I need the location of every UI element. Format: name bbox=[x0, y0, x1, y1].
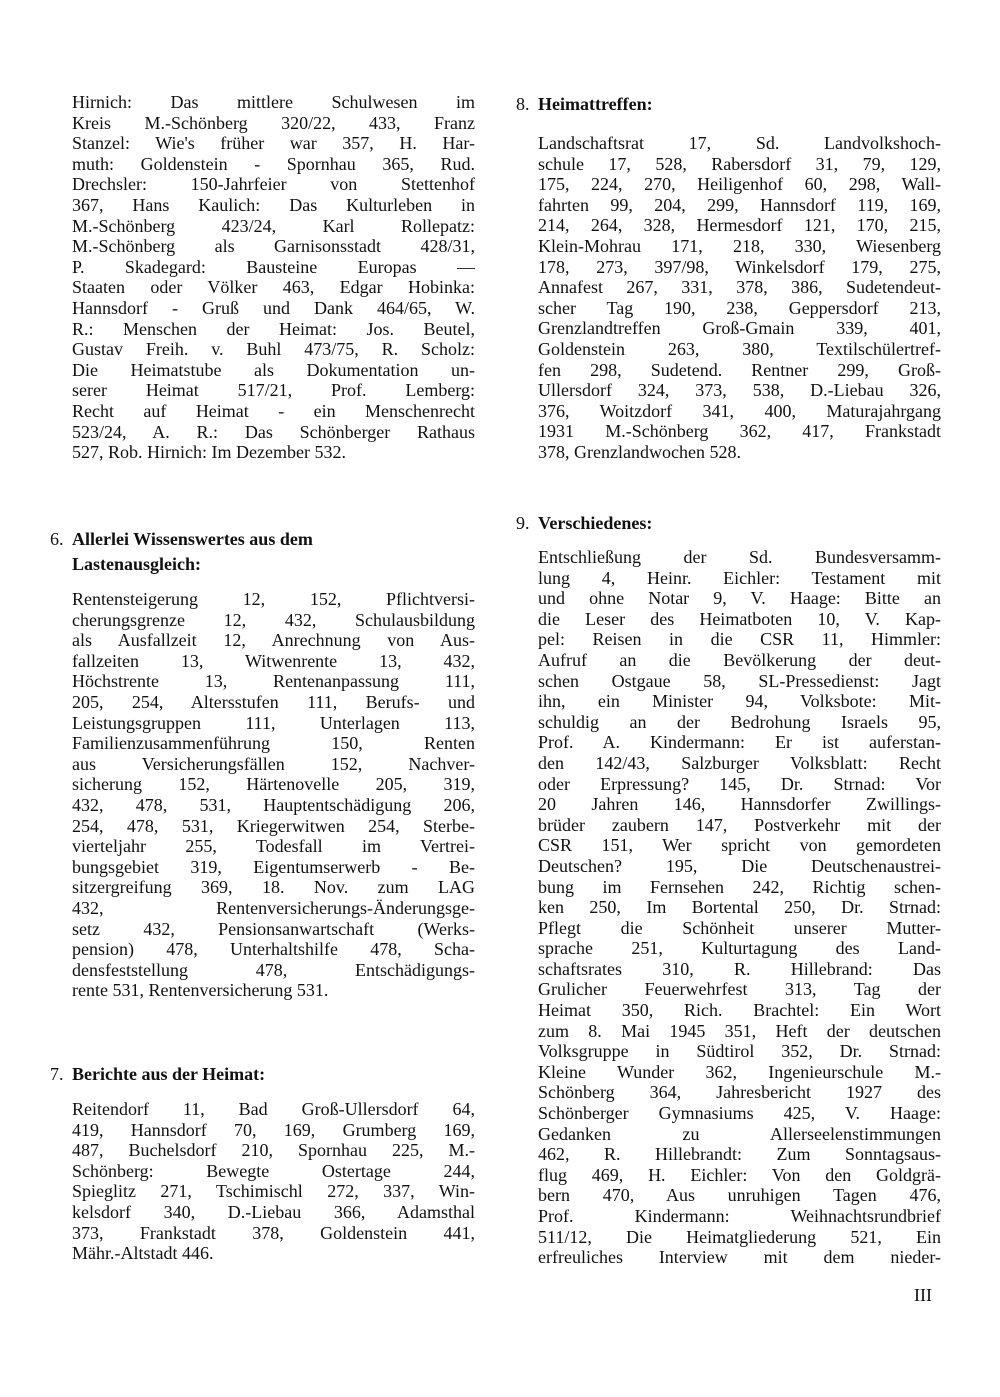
text-line: brüder zaubern 147, Postverkehr mit der bbox=[538, 814, 941, 835]
text-line: Annafest 267, 331, 378, 386, Sudetendeut- bbox=[538, 277, 941, 298]
section-9-number: 9. bbox=[516, 513, 530, 533]
text-line: oder Erpressung? 145, Dr. Strnad: Vor bbox=[538, 773, 941, 794]
text-line: 214, 264, 328, Hermesdorf 121, 170, 215, bbox=[538, 215, 941, 236]
text-line: flug 469, H. Eichler: Von den Goldgrä- bbox=[538, 1164, 941, 1185]
section-9-body bbox=[538, 547, 941, 1268]
text-line: Höchstrente 13, Rentenanpassung 111, bbox=[72, 671, 475, 692]
text-line: Gustav Freih. v. Buhl 473/75, R. Scholz: bbox=[72, 339, 475, 360]
section-6-number: 6. bbox=[50, 529, 64, 549]
text-line: ihn, ein Minister 94, Volksbote: Mit- bbox=[538, 691, 941, 712]
section-7-body bbox=[72, 1099, 475, 1264]
text-line: Grenzlandtreffen Groß-Gmain 339, 401, bbox=[538, 318, 941, 339]
text-line: Reitendorf 11, Bad Groß-Ullersdorf 64, bbox=[72, 1099, 475, 1119]
text-line: 432, 478, 531, Hauptentschädigung 206, bbox=[72, 794, 475, 815]
text-line: muth: Goldenstein - Spornhau 365, Rud. bbox=[72, 153, 475, 174]
text-line: 527, Rob. Hirnich: Im Dezember 532. bbox=[72, 442, 346, 463]
text-line: 376, Woitzdorf 341, 400, Maturajahrgang bbox=[538, 400, 941, 421]
text-line: Rentensteigerung 12, 152, Pflichtversi- bbox=[72, 589, 475, 609]
text-line: 175, 224, 270, Heiligenhof 60, 298, Wall- bbox=[538, 174, 941, 195]
text-line: schule 17, 528, Rabersdorf 31, 79, 129, bbox=[538, 153, 941, 174]
text-line: 254, 478, 531, Kriegerwitwen 254, Sterbe- bbox=[72, 815, 475, 836]
text-line: sitzergreifung 369, 18. Nov. zum LAG bbox=[72, 877, 475, 898]
text-line: 523/24, A. R.: Das Schönberger Rathaus bbox=[72, 421, 475, 442]
text-line: aus Versicherungsfällen 152, Nachver- bbox=[72, 753, 475, 774]
text-line: 367, Hans Kaulich: Das Kulturleben in bbox=[72, 194, 475, 215]
text-line: R.: Menschen der Heimat: Jos. Beutel, bbox=[72, 318, 475, 339]
text-line: Ullersdorf 324, 373, 538, D.-Liebau 326, bbox=[538, 380, 941, 401]
text-line: fen 298, Sudetend. Rentner 299, Groß- bbox=[538, 359, 941, 380]
text-line: erfreuliches Interview mit dem nieder- bbox=[538, 1247, 941, 1268]
text-line: schen Ostgaue 58, SL-Pressedienst: Jagt bbox=[538, 670, 941, 691]
text-line: Stanzel: Wie's früher war 357, H. Har- bbox=[72, 133, 475, 154]
page-number: III bbox=[914, 1285, 932, 1305]
text-line: schaftsrates 310, R. Hillebrand: Das bbox=[538, 958, 941, 979]
text-line: 378, Grenzlandwochen 528. bbox=[538, 441, 741, 462]
section-9-title: Verschiedenes: bbox=[538, 513, 653, 533]
text-line: als Ausfallzeit 12, Anrechnung von Aus- bbox=[72, 630, 475, 651]
text-line: 511/12, Die Heimatgliederung 521, Ein bbox=[538, 1226, 941, 1247]
text-line: serer Heimat 517/21, Prof. Lemberg: bbox=[72, 380, 475, 401]
section-7-number: 7. bbox=[50, 1064, 64, 1084]
text-line: bern 470, Aus unruhigen Tagen 476, bbox=[538, 1185, 941, 1206]
text-line: vierteljahr 255, Todesfall im Vertrei- bbox=[72, 836, 475, 857]
text-line: Entschließung der Sd. Bundesversamm- bbox=[538, 547, 941, 567]
text-line: Mähr.-Altstadt 446. bbox=[72, 1243, 214, 1264]
text-line: 462, R. Hillebrandt: Zum Sonntagsaus- bbox=[538, 1144, 941, 1165]
section-6-body bbox=[72, 589, 475, 1001]
text-line: Drechsler: 150-Jahrfeier von Stettenhof bbox=[72, 174, 475, 195]
text-line: setz 432, Pensionsanwartschaft (Werks- bbox=[72, 918, 475, 939]
text-line: sprache 251, Kulturtagung des Land- bbox=[538, 938, 941, 959]
text-line: 432, Rentenversicherungs-Änderungsge- bbox=[72, 897, 475, 918]
text-line: die Leser des Heimatboten 10, V. Kap- bbox=[538, 608, 941, 629]
text-line: Leistungsgruppen 111, Unterlagen 113, bbox=[72, 712, 475, 733]
text-line: densfeststellung 478, Entschädigungs- bbox=[72, 959, 475, 980]
text-line: Pflegt die Schönheit unserer Mutter- bbox=[538, 917, 941, 938]
text-line: 487, Buchelsdorf 210, Spornhau 225, M.- bbox=[72, 1140, 475, 1161]
text-line: und ohne Notar 9, V. Haage: Bitte an bbox=[538, 588, 941, 609]
text-line: Schönberg: Bewegte Ostertage 244, bbox=[72, 1160, 475, 1181]
text-line: rente 531, Rentenversicherung 531. bbox=[72, 980, 329, 1001]
text-line: Landschaftsrat 17, Sd. Landvolkshoch- bbox=[538, 133, 941, 153]
text-line: Recht auf Heimat - ein Menschenrecht bbox=[72, 400, 475, 421]
text-line: 178, 273, 397/98, Winkelsdorf 179, 275, bbox=[538, 256, 941, 277]
section-8-number: 8. bbox=[516, 94, 530, 114]
text-line: Familienzusammenführung 150, Renten bbox=[72, 733, 475, 754]
section-7-title: Berichte aus der Heimat: bbox=[72, 1064, 266, 1084]
text-line: ken 250, Im Bortental 250, Dr. Strnad: bbox=[538, 897, 941, 918]
text-line: lung 4, Heinr. Eichler: Testament mit bbox=[538, 567, 941, 588]
text-line: pension) 478, Unterhaltshilfe 478, Scha- bbox=[72, 939, 475, 960]
text-line: Volksgruppe in Südtirol 352, Dr. Strnad: bbox=[538, 1041, 941, 1062]
text-line: Prof. Kindermann: Weihnachtsrundbrief bbox=[538, 1206, 941, 1226]
text-line: CSR 151, Wer spricht von gemordeten bbox=[538, 835, 941, 856]
text-line: Grulicher Feuerwehrfest 313, Tag der bbox=[538, 979, 941, 1000]
text-line: 1931 M.-Schönberg 362, 417, Frankstadt bbox=[538, 421, 941, 442]
text-line: 20 Jahren 146, Hannsdorfer Zwillings- bbox=[538, 794, 941, 815]
text-line: cherungsgrenze 12, 432, Schulausbildung bbox=[72, 609, 475, 630]
text-line: Staaten oder Völker 463, Edgar Hobinka: bbox=[72, 277, 475, 298]
text-line: Kreis M.-Schönberg 320/22, 433, Franz bbox=[72, 112, 475, 133]
text-line: Klein-Mohrau 171, 218, 330, Wiesenberg bbox=[538, 235, 941, 256]
section-8-body bbox=[538, 133, 941, 463]
text-line: sicherung 152, Härtenovelle 205, 319, bbox=[72, 774, 475, 795]
text-line: Goldenstein 263, 380, Textilschülertref- bbox=[538, 338, 941, 359]
text-line: bung im Fernsehen 242, Richtig schen- bbox=[538, 876, 941, 897]
text-line: fallzeiten 13, Witwenrente 13, 432, bbox=[72, 650, 475, 671]
text-line: M.-Schönberg als Garnisonsstadt 428/31, bbox=[72, 236, 475, 257]
text-line: Prof. A. Kindermann: Er ist auferstan- bbox=[538, 732, 941, 753]
text-line: M.-Schönberg 423/24, Karl Rollepatz: bbox=[72, 215, 475, 236]
section-8-title: Heimattreffen: bbox=[538, 94, 653, 114]
text-line: den 142/43, Salzburger Volksblatt: Recht bbox=[538, 752, 941, 773]
text-line: Hannsdorf - Gruß und Dank 464/65, W. bbox=[72, 297, 475, 318]
text-line: kelsdorf 340, D.-Liebau 366, Adamsthal bbox=[72, 1201, 475, 1222]
text-line: schuldig an der Bedrohung Israels 95, bbox=[538, 711, 941, 732]
text-line: Spieglitz 271, Tschimischl 272, 337, Win- bbox=[72, 1181, 475, 1202]
text-line: 373, Frankstadt 378, Goldenstein 441, bbox=[72, 1222, 475, 1243]
text-line: Schönberger Gymnasiums 425, V. Haage: bbox=[538, 1103, 941, 1124]
text-line: Deutschen? 195, Die Deutschenaustrei- bbox=[538, 855, 941, 876]
text-line: Aufruf an die Bevölkerung der deut- bbox=[538, 649, 941, 670]
section-6-title-line2: Lastenausgleich: bbox=[72, 554, 202, 574]
text-line: P. Skadegard: Bausteine Europas — bbox=[72, 256, 475, 277]
text-line: 205, 254, Altersstufen 111, Berufs- und bbox=[72, 691, 475, 712]
text-line: Gedanken zu Allerseelenstimmungen bbox=[538, 1123, 941, 1144]
text-line: 419, Hannsdorf 70, 169, Grumberg 169, bbox=[72, 1119, 475, 1140]
text-line: fahrten 99, 204, 299, Hannsdorf 119, 169, bbox=[538, 194, 941, 215]
text-line: Hirnich: Das mittlere Schulwesen im bbox=[72, 92, 475, 112]
text-line: scher Tag 190, 238, Geppersdorf 213, bbox=[538, 297, 941, 318]
text-line: Schönberg 364, Jahresbericht 1927 des bbox=[538, 1082, 941, 1103]
text-line: Kleine Wunder 362, Ingenieurschule M.- bbox=[538, 1061, 941, 1082]
section-6-title-line1: Allerlei Wissenswertes aus dem bbox=[72, 529, 313, 549]
text-line: pel: Reisen in die CSR 11, Himmler: bbox=[538, 629, 941, 650]
text-line: Heimat 350, Rich. Brachtel: Ein Wort bbox=[538, 1000, 941, 1021]
text-line: bungsgebiet 319, Eigentumserwerb - Be- bbox=[72, 856, 475, 877]
section-5-body bbox=[72, 92, 475, 463]
text-line: Die Heimatstube als Dokumentation un- bbox=[72, 359, 475, 380]
text-line: zum 8. Mai 1945 351, Heft der deutschen bbox=[538, 1020, 941, 1041]
